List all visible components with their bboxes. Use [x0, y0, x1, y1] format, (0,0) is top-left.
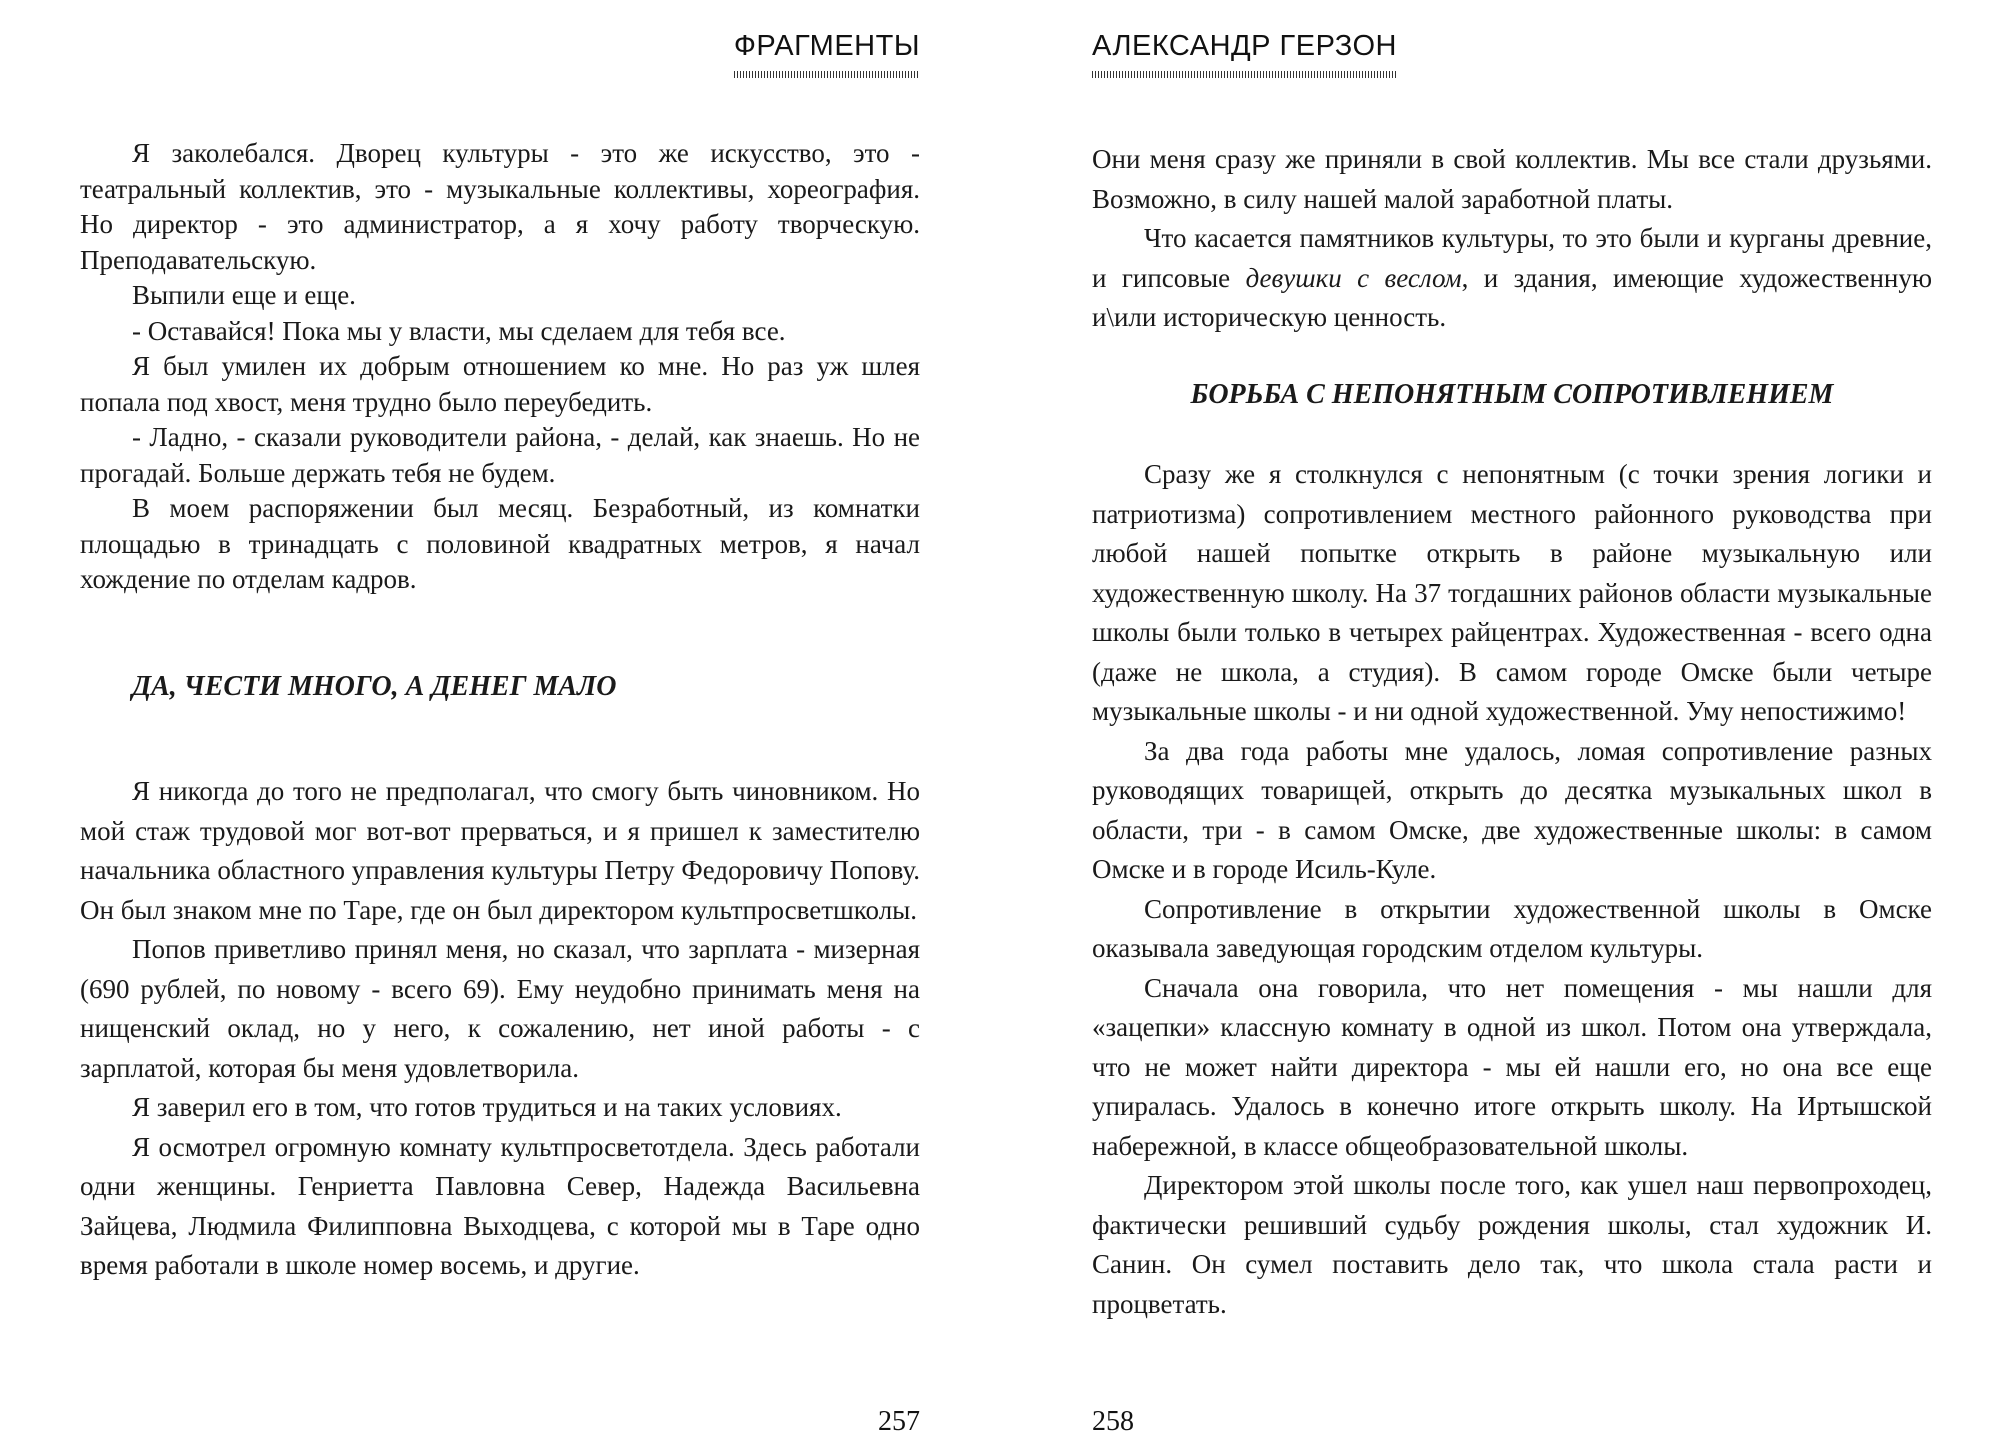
right-top-text [1092, 140, 1932, 338]
running-head-left-text: ФРАГМЕНТЫ [733, 30, 920, 62]
paragraph-text: Что касается памятников культуры, то это были и курганы древние, и гипсовые [1092, 223, 1932, 293]
paragraph: - Ладно, - сказали руководители района, - делай, как знаешь. Но не прогадай. Больше держать тебя не будем. [80, 422, 920, 488]
paragraph: Я был умилен их добрым отношением ко мне. Но раз уж шлея попала под хвост, меня трудно было переубедить. [80, 351, 920, 417]
paragraph: Я осмотрел огромную комнату культпросветотдела. Здесь работали одни женщины. Генриетта Павловна Север, Надежда Васильевна Зайцева, Людмила Филипповна Выходцева, с которой мы в Таре одно время работали в школе номер восемь, и другие. [80, 1131, 920, 1280]
running-head-right-text: АЛЕКСАНДР ГЕРЗОН [1092, 30, 1397, 62]
italic-phrase: девушки с веслом [1245, 262, 1462, 293]
paragraph [1092, 219, 1932, 338]
page-number-right: 258 [1092, 1406, 1134, 1437]
paragraph: В моем распоряжении был месяц. Безработный, из комнатки площадью в тринадцать с половиной квадратных метров, я начал хождение по отделам кадров. [80, 493, 920, 594]
right-section-heading-block [1092, 377, 1932, 412]
paragraph: Выпили еще и еще. [132, 280, 356, 310]
left-section-text [80, 772, 920, 1286]
running-head-left [734, 30, 920, 78]
section-heading-right: БОРЬБА С НЕПОНЯТНЫМ СОПРОТИВЛЕНИЕМ [1190, 379, 1834, 410]
right-page [1000, 0, 2000, 1451]
paragraph: Я заверил его в том, что готов трудиться и на таких условиях. [132, 1092, 842, 1122]
running-head-right-rule [1092, 71, 1397, 78]
running-head-left-rule [734, 71, 920, 78]
page-number-left: 257 [878, 1406, 920, 1437]
section-heading-left: ДА, ЧЕСТИ МНОГО, А ДЕНЕГ МАЛО [132, 671, 617, 702]
left-top-text [80, 136, 920, 598]
paragraph: - Оставайся! Пока мы у власти, мы сделаем для тебя все. [132, 315, 786, 346]
paragraph: Я никогда до того не предполагал, что смогу быть чиновником. Но мой стаж трудовой мог вот-вот прерваться, и я пришел к заместителю начальника областного управления культуры Петру Федоровичу Попову. Он был знаком мне по Таре, где он был директором культпросветшколы. [80, 776, 920, 925]
paragraph: Они меня сразу же приняли в свой коллектив. Мы все стали друзьями. Возможно, в силу нашей малой заработной платы. [1092, 144, 1932, 214]
running-head-right [1092, 30, 1397, 78]
paragraph: Сопротивление в открытии художественной школы в Омске оказывала заведующая городским отделом культуры. [1092, 893, 1932, 963]
paragraph-text: , и здания, имеющие художественную и\или историческую ценность. [1092, 262, 1933, 332]
paragraph: За два года работы мне удалось, ломая сопротивление разных руководящих товарищей, открыть до десятка музыкальных школ в области, три - в самом Омске, две художественные школы: в самом Омске и в городе Исиль-Куле. [1092, 735, 1932, 884]
left-section-heading-block [80, 669, 920, 704]
paragraph: Сразу же я столкнулся с непонятным (с точки зрения логики и патриотизма) сопротивлением местного районного руководства при любой нашей попытке открыть в районе музыкальную или художественную школу. На 37 тогдашних районов области музыкальные школы были только в четырех райцентрах. Художественная - всего одна (даже не школа, а студия). В самом городе Омске были четыре музыкальные школы - и ни одной художественной. Уму непостижимо! [1092, 459, 1932, 726]
paragraph: Сначала она говорила, что нет помещения - мы нашли для «зацепки» классную комнату в одной из школ. Потом она утверждала, что не может найти директора - мы ей нашли его, но она все еще упиралась. Удалось в конечно итоге открыть школу. На Иртышской набережной, в классе общеобразовательной школы. [1092, 972, 1932, 1161]
paragraph: Директором этой школы после того, как ушел наш первопроходец, фактически решивший судьбу рождения школы, стал художник И. Санин. Он сумел поставить дело так, что школа стала расти и процветать. [1092, 1170, 1932, 1319]
paragraph: Попов приветливо принял меня, но сказал, что зарплата - мизерная (690 рублей, по новому - всего 69). Ему неудобно принимать меня на нищенский оклад, но у него, к сожалению, нет иной работы - с зарплатой, которая бы меня удовлетворила. [80, 934, 920, 1083]
paragraph: Я заколебался. Дворец культуры - это же искусство, это - театральный коллектив, это - музыкальные коллективы, хореография. Но директор - это администратор, а я хочу работу творческую. Преподавательскую. [80, 138, 920, 275]
right-section-text [1092, 455, 1932, 1324]
